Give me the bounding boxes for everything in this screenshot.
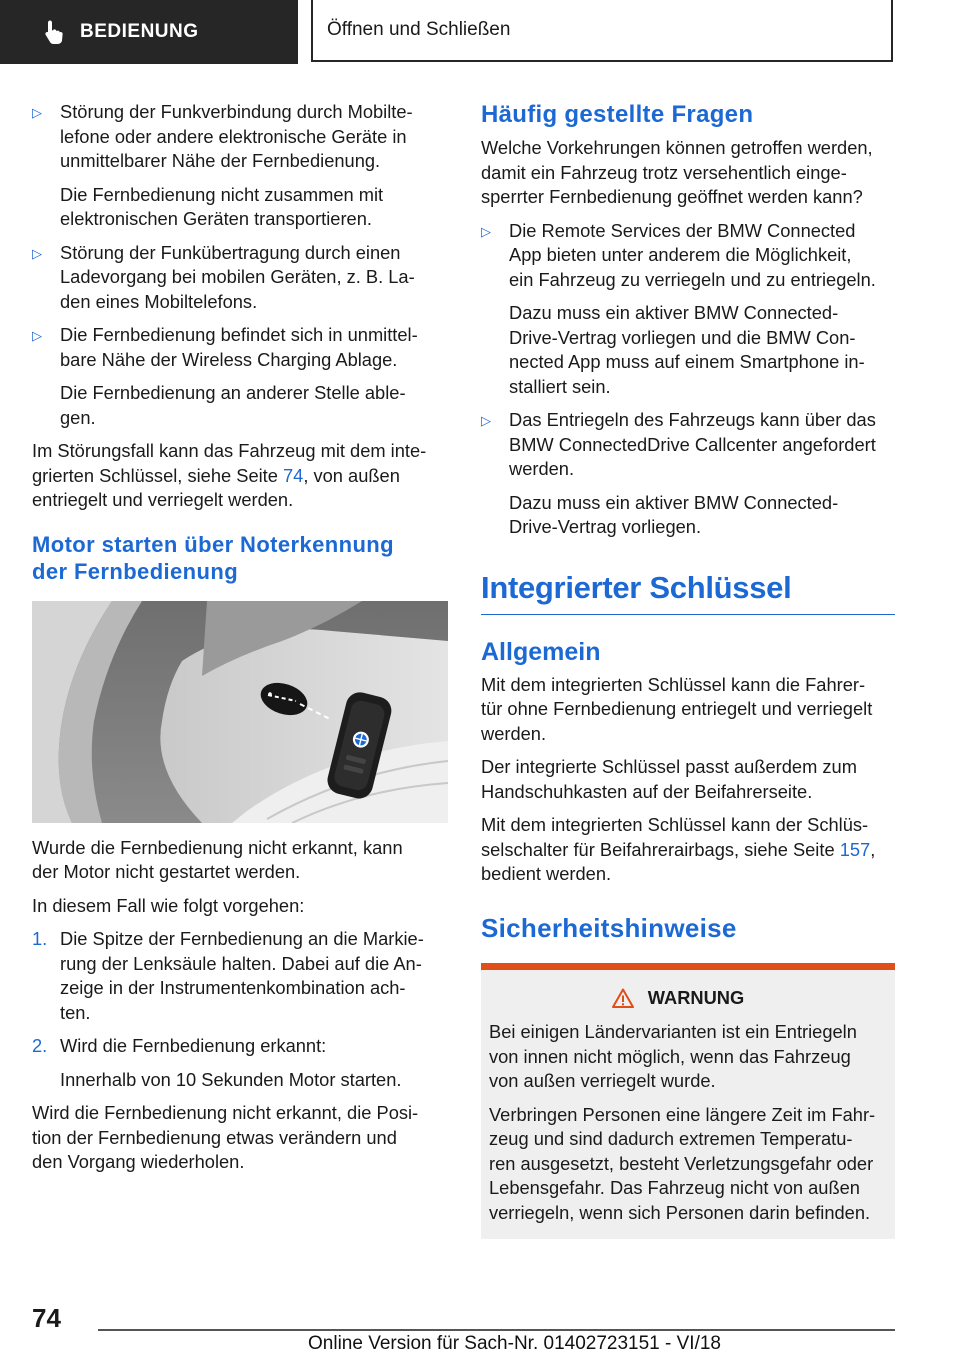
hand-pointer-icon	[44, 19, 66, 45]
paragraph-fallback: Im Störungsfall kann das Fahrzeug mit dem inte- grierten Schlüssel, siehe Seite 74, von außen entriegelt und verriegelt werden.	[32, 440, 427, 510]
warning-paragraph-1: Bei einigen Ländervarianten ist ein Entriegeln von innen nicht möglich, wenn das Fahrzeug von außen verriegelt wurde.	[489, 1021, 857, 1091]
list-item-detail: Dazu muss ein aktiver BMW Connected- Drive-Vertrag vorliegen und die BMW Con- nected App muss auf einem Smartphone in- stalliert sein.	[509, 302, 865, 397]
triangle-right-icon: ▷	[481, 413, 491, 428]
paragraph-procedure: In diesem Fall wie folgt vorgehen:	[32, 894, 305, 916]
section-heading-motor-starten: Motor starten über Noterkennung der Fernbedienung	[32, 531, 394, 584]
paragraph-general-2: Der integrierte Schlüssel passt außerdem zum Handschuhkasten auf der Beifahrerseite.	[481, 756, 857, 802]
right-column	[481, 100, 895, 1239]
page-link-74[interactable]: 74	[283, 464, 304, 486]
subheading-sicherheitshinweise: Sicherheitshinweise	[481, 912, 737, 943]
list-item	[32, 241, 450, 315]
step-item	[32, 927, 450, 1025]
list-item-text: Das Entriegeln des Fahrzeugs kann über das BMW ConnectedDrive Callcenter angefordert werden.	[509, 409, 876, 479]
step-number: 2.	[32, 1035, 48, 1056]
list-item-detail: Dazu muss ein aktiver BMW Connected- Drive-Vertrag vorliegen.	[509, 491, 839, 537]
paragraph-not-recognized: Wurde die Fernbedienung nicht erkannt, kann der Motor nicht gestartet werden.	[32, 836, 403, 882]
list-item-text: Die Remote Services der BMW Connected App bieten unter anderem die Möglichkeit, ein Fahrzeug zu verriegeln und zu entriegeln.	[509, 219, 876, 290]
step-item	[32, 1034, 450, 1092]
section-tab[interactable]	[0, 0, 298, 64]
faq-heading: Häufig gestellte Fragen	[481, 101, 754, 128]
list-item-text: Störung der Funkverbindung durch Mobilte- lefone oder andere elektronische Geräte in unmittelbarer Nähe der Fernbedienung.	[60, 101, 413, 171]
warning-title	[489, 986, 867, 1011]
triangle-right-icon: ▷	[481, 223, 491, 239]
warning-paragraph-2: Verbringen Personen eine längere Zeit im Fahr- zeug und sind dadurch extremen Temperatu- ren ausgesetzt, besteht Verletzungsgefahr oder Lebensgefahr. Das Fahrzeug nicht von außen verriegeln, wenn sich Personen darin befinden.	[489, 1103, 876, 1223]
list-item	[32, 323, 450, 430]
footer-online-version: Online Version für Sach-Nr. 01402723151 - VI/18	[308, 1333, 721, 1354]
page-link-157[interactable]: 157	[839, 838, 871, 860]
triangle-right-icon: ▷	[32, 105, 42, 120]
section-heading-integrierter-schluessel: Integrierter Schlüssel	[481, 570, 895, 615]
step-text: Wird die Fernbedienung erkannt:	[60, 1035, 327, 1056]
triangle-right-icon: ▷	[32, 328, 42, 343]
step-detail: Innerhalb von 10 Sekunden Motor starten.	[60, 1068, 402, 1090]
paragraph-general-1: Mit dem integrierten Schlüssel kann die Fahrer- tür ohne Fernbedienung entriegelt und verriegelt werden.	[481, 673, 873, 744]
warning-triangle-icon	[612, 988, 634, 1008]
steering-column-key-illustration	[32, 601, 448, 823]
list-item-text: Die Fernbedienung befindet sich in unmittel- bare Nähe der Wireless Charging Ablage.	[60, 324, 418, 370]
page-number: 74	[32, 1303, 61, 1333]
list-item	[32, 100, 450, 232]
warning-title-text: WARNUNG	[647, 986, 745, 1008]
list-item-detail: Die Fernbedienung nicht zusammen mit elektronischen Geräten transportieren.	[60, 183, 384, 229]
chapter-title	[311, 0, 893, 62]
subheading-allgemein: Allgemein	[481, 637, 601, 666]
list-item	[481, 219, 895, 400]
warning-box	[481, 963, 895, 1240]
section-tab-label: BEDIENUNG	[80, 21, 199, 42]
paragraph-retry: Wird die Fernbedienung nicht erkannt, die Posi- tion der Fernbedienung etwas verändern und den Vorgang wiederholen.	[32, 1102, 419, 1172]
step-number: 1.	[32, 928, 48, 949]
footer-divider	[98, 1329, 895, 1331]
chapter-title-text: Öffnen und Schließen	[327, 19, 511, 40]
list-item	[481, 408, 895, 540]
list-item-text: Störung der Funkübertragung durch einen Ladevorgang bei mobilen Geräten, z. B. La- den eines Mobiltelefons.	[60, 241, 415, 312]
step-text: Die Spitze der Fernbedienung an die Markie- rung der Lenksäule halten. Dabei auf die An- zeige in der Instrumentenkombination ach- ten.	[60, 928, 424, 1023]
triangle-right-icon: ▷	[32, 245, 42, 261]
paragraph-general-3: Mit dem integrierten Schlüssel kann der Schlüs- selschalter für Beifahrerairbags, siehe Seite 157, bedient werden.	[481, 814, 876, 884]
faq-question: Welche Vorkehrungen können getroffen werden, damit ein Fahrzeug trotz versehentlich einge- sperrter Fernbedienung geöffnet werden kann?	[481, 137, 873, 207]
left-column	[32, 100, 450, 1184]
list-item-detail: Die Fernbedienung an anderer Stelle able- gen.	[60, 382, 406, 428]
